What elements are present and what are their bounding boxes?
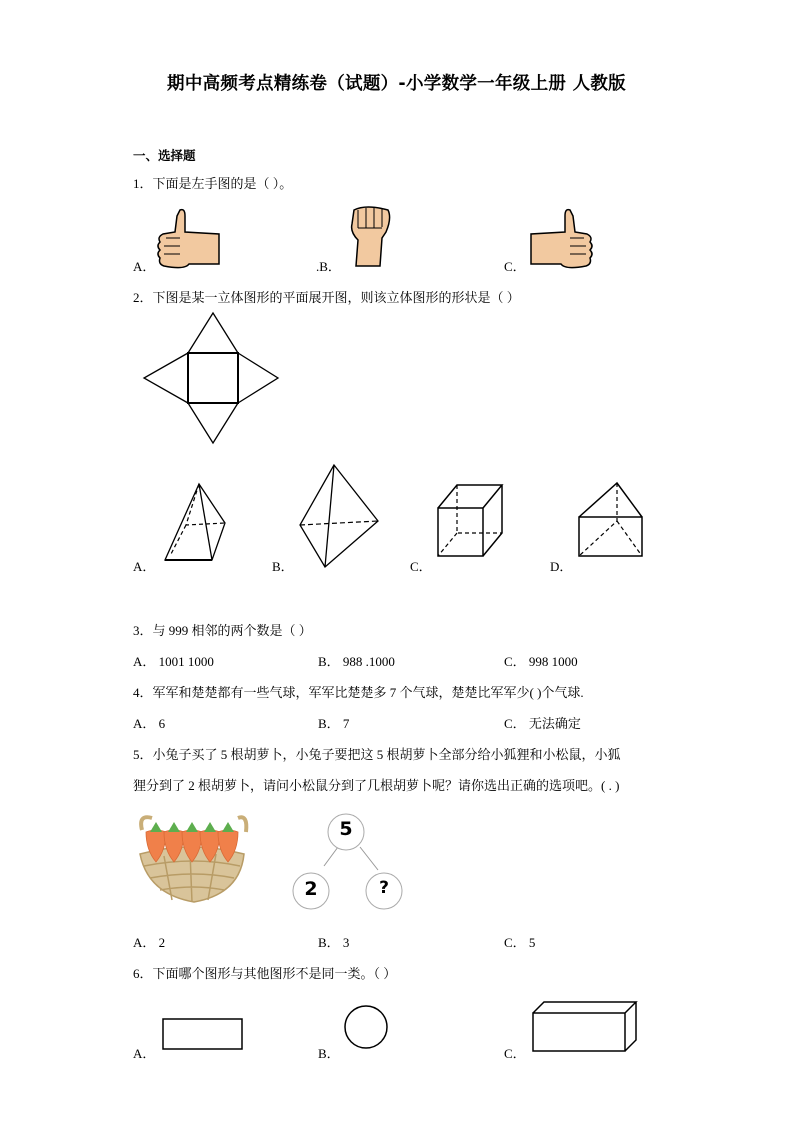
circle-icon [343,1004,389,1050]
triangular-pyramid-icon [298,465,380,569]
q4-option-a-label: A． [133,716,156,731]
q6-option-b-label[interactable]: B． [318,1046,340,1061]
q5-option-c-label: C． [504,935,526,950]
left-thumbs-up-hand-icon [158,208,222,268]
q3-option-c-label: C． [504,654,526,669]
right-thumbs-up-hand-icon [528,208,592,268]
q1-option-a-label[interactable]: A． [133,259,156,274]
question-2-text: 2．下图是某一立体图形的平面展开图，则该立体图形的形状是（ ） [133,290,520,305]
q4-option-a[interactable] [133,713,165,732]
q3-option-b[interactable] [318,651,395,670]
q5-option-b-value: 3 [342,935,350,950]
cuboid-icon [532,1001,638,1053]
carrot-basket-image [134,810,250,906]
square-pyramid-icon [165,484,227,562]
q5-option-b-label: B． [318,935,340,950]
question-1-text: 1．下面是左手图的是（ ）。 [133,176,293,191]
q1-option-b-label[interactable]: .B． [316,259,341,274]
number-bond-right: ? [379,878,389,898]
fist-hand-icon [348,204,394,268]
q2-option-c-label[interactable]: C． [410,559,432,574]
section-heading: 一、选择题 [133,148,196,163]
question-4-text: 4．军军和楚楚都有一些气球，军军比楚楚多 7 个气球，楚楚比军军少( )个气球. [133,685,584,700]
rectangle-icon [162,1018,244,1050]
number-bond-left: 2 [304,878,318,900]
q4-option-c-label: C． [504,716,526,731]
q5-option-a-value: 2 [158,935,166,950]
q4-option-c-value: 无法确定 [528,716,581,731]
question-6-text: 6．下面哪个图形与其他图形不是同一类。（ ） [133,966,397,981]
q5-option-a[interactable] [133,932,165,951]
page-title: 期中高频考点精练卷（试题）-小学数学一年级上册 人教版 [167,74,626,94]
q2-option-d-label[interactable]: D． [550,559,573,574]
q2-option-b-label[interactable]: B． [272,559,294,574]
q3-option-c-value: 998 1000 [528,654,578,669]
q5-option-b[interactable] [318,932,349,951]
q1-option-c-label[interactable]: C． [504,259,526,274]
question-5-text-line1: 5．小兔子买了 5 根胡萝卜，小兔子要把这 5 根胡萝卜全部分给小狐狸和小松鼠，小狐 [133,747,621,762]
cube-icon [437,484,503,558]
q3-option-b-value: 988 .1000 [342,654,395,669]
square-pyramid-net-diagram [143,313,279,445]
q4-option-a-value: 6 [158,716,166,731]
question-3-text: 3．与 999 相邻的两个数是（ ） [133,623,312,638]
question-5-text-line2: 狸分到了 2 根胡萝卜，请问小松鼠分到了几根胡萝卜呢？请你选出正确的选项吧。( . ) [133,778,620,793]
q4-option-b-value: 7 [342,716,350,731]
q3-option-b-label: B． [318,654,340,669]
q4-option-c[interactable] [504,713,581,732]
triangular-prism-icon [578,482,644,558]
q6-option-c-label[interactable]: C． [504,1046,526,1061]
number-bond-top: 5 [339,818,353,840]
q3-option-a-label: A． [133,654,156,669]
q3-option-a[interactable] [133,651,214,670]
q4-option-b-label: B． [318,716,340,731]
q5-option-c[interactable] [504,932,535,951]
q3-option-a-value: 1001 1000 [158,654,214,669]
q6-option-a-label[interactable]: A． [133,1046,156,1061]
q4-option-b[interactable] [318,713,349,732]
q5-option-c-value: 5 [528,935,536,950]
q3-option-c[interactable] [504,651,578,670]
q2-option-a-label[interactable]: A． [133,559,156,574]
q5-option-a-label: A． [133,935,156,950]
